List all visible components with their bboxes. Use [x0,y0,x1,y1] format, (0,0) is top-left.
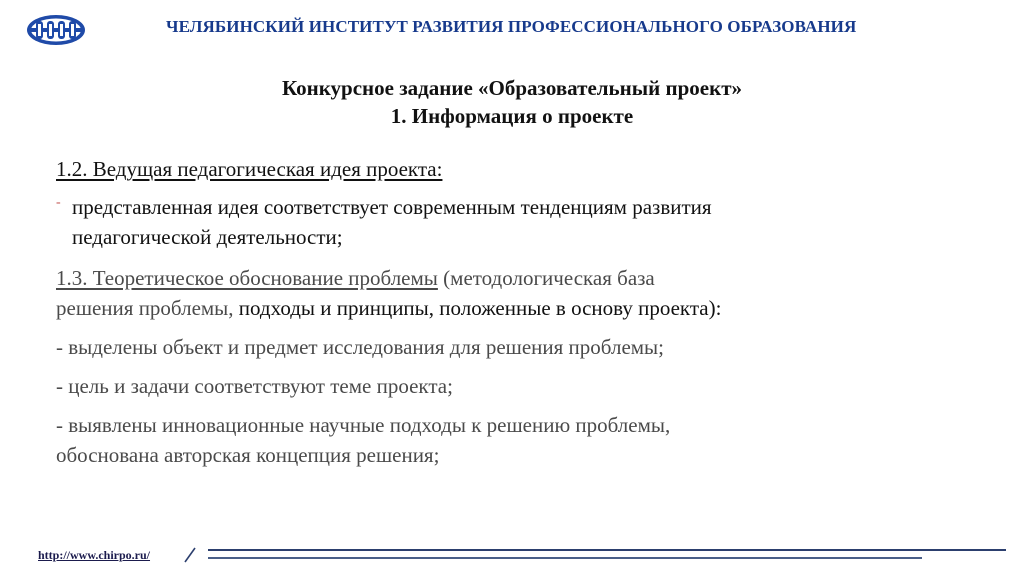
list-item-object-subject: - выделены объект и предмет исследования для решения проблемы; [56,335,664,359]
bullet-dash-icon: - [56,195,61,210]
slide-content [56,154,996,470]
slide-title-line1: Конкурсное задание «Образовательный проект» [281,76,743,100]
list-item-innovative-approaches [56,410,996,470]
section-1-3-heading-line [56,263,996,293]
section-1-3-line2-gray: решения проблемы, [56,296,239,320]
section-1-3-line-2 [56,293,996,323]
section-1-3 [56,263,996,323]
footer-website-link[interactable]: http://www.chirpo.ru/ [38,548,151,562]
slide-title-line2: 1. Информация о проекте [390,104,634,128]
institute-logo-icon [26,14,86,46]
slide-title [0,74,1024,130]
section-1-2-heading [56,154,996,184]
footer-rule-bottom [208,557,922,559]
bullet-line-2: педагогической деятельности; [72,225,343,249]
list-item-line-2: обоснована авторская концепция решения; [56,443,440,467]
bullet-line-1: представленная идея соответствует современным тенденциям развития [72,195,712,219]
section-1-2-heading-text: 1.2. Ведущая педагогическая идея проекта: [56,157,443,181]
list-item-line-1: - выявлены инновационные научные подходы к решению проблемы, [56,413,671,437]
section-1-3-paren: (методологическая база [437,266,655,290]
list-item-goals-tasks: - цель и задачи соответствуют теме проекта; [56,374,453,398]
section-1-2-bullet [56,192,996,252]
section-1-3-line2-dark: подходы и принципы, положенные в основу проекта): [238,296,722,320]
section-1-3-heading: 1.3. Теоретическое обоснование проблемы [56,266,438,290]
slash-divider-icon [181,546,201,564]
section-1-2-bullet-text [72,192,996,252]
footer-rule-top [208,549,1006,551]
institute-name: ЧЕЛЯБИНСКИЙ ИНСТИТУТ РАЗВИТИЯ ПРОФЕССИОНАЛЬНОГО ОБРАЗОВАНИЯ [166,17,857,36]
